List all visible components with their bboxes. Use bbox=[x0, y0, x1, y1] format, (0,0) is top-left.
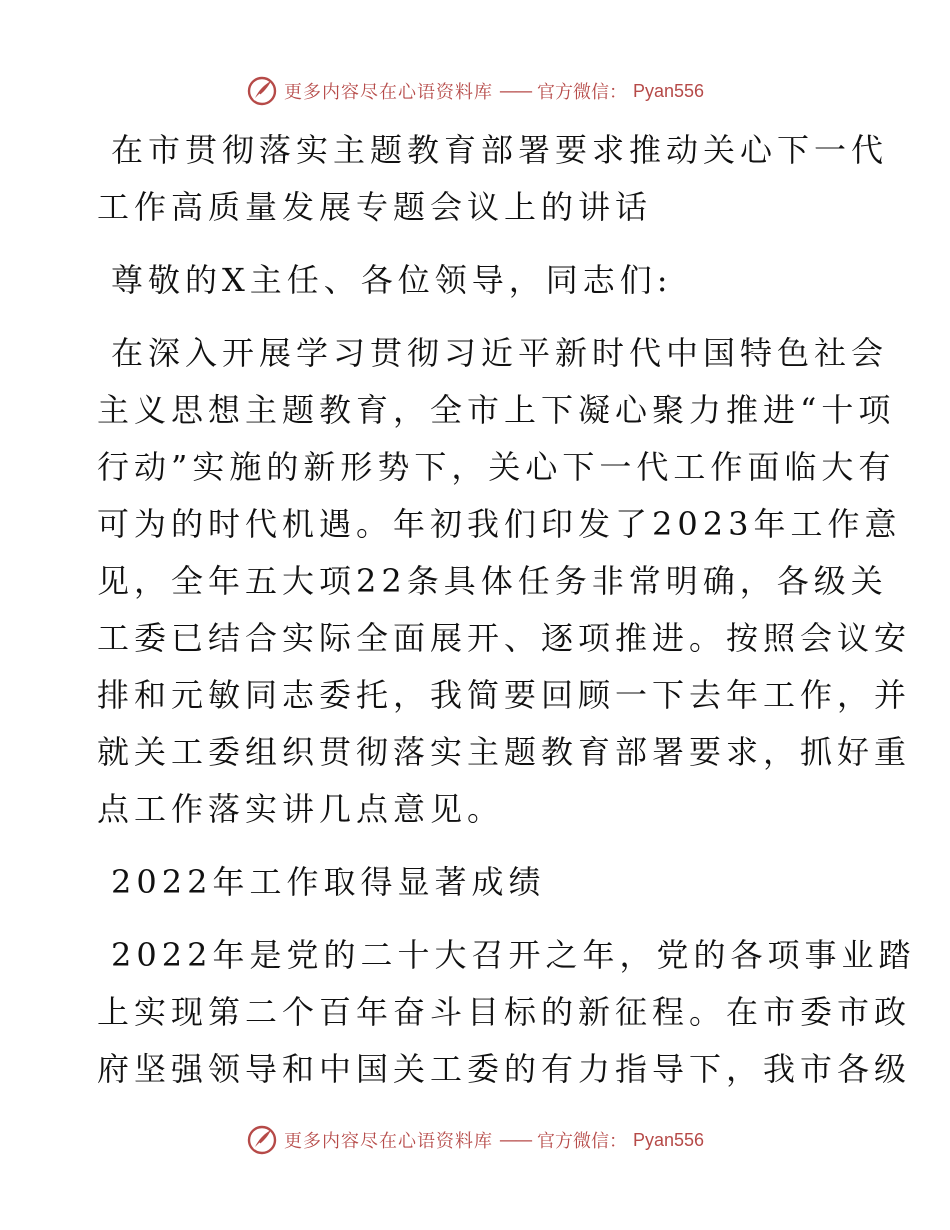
banner-separator: —— bbox=[498, 1129, 531, 1151]
paragraph-line: 排和元敏同志委托，我简要回顾一下去年工作，并 bbox=[97, 676, 912, 714]
wechat-label: 官方微信： bbox=[536, 82, 627, 103]
section-heading bbox=[97, 854, 853, 911]
paragraph-intro bbox=[97, 325, 912, 838]
title-line: 工作高质量发展专题会议上的讲话 bbox=[97, 188, 653, 226]
wechat-account: Pyan556 bbox=[632, 1129, 705, 1150]
paragraph-line: 2022年是党的二十大召开之年，党的各项事业踏 bbox=[111, 936, 916, 974]
paragraph-line: 主义思想主题教育，全市上下凝心聚力推进“十项 bbox=[97, 391, 896, 429]
paragraph-line: 府坚强领导和中国关工委的有力指导下，我市各级 bbox=[97, 1050, 912, 1088]
footer-watermark bbox=[0, 1123, 950, 1157]
paragraph-line: 行动”实施的新形势下，关心下一代工作面临大有 bbox=[97, 448, 896, 486]
paragraph-line: 可为的时代机遇。年初我们印发了2023年工作意 bbox=[97, 505, 902, 543]
banner-separator: —— bbox=[498, 80, 531, 102]
salutation bbox=[97, 252, 853, 309]
paragraph-line: 点工作落实讲几点意见。 bbox=[97, 790, 505, 828]
salutation-line: 尊敬的X主任、各位领导，同志们: bbox=[111, 261, 673, 299]
wechat-account: Pyan556 bbox=[632, 80, 705, 101]
section-heading-line: 2022年工作取得显著成绩 bbox=[111, 863, 546, 901]
document-title bbox=[97, 122, 889, 236]
paragraph-line: 见，全年五大项22条具体任务非常明确，各级关 bbox=[97, 562, 888, 600]
paragraph-line: 在深入开展学习贯彻习近平新时代中国特色社会 bbox=[111, 334, 889, 372]
quill-circle-logo-icon bbox=[246, 1124, 278, 1156]
paragraph-line: 就关工委组织贯彻落实主题教育部署要求，抓好重 bbox=[97, 733, 912, 771]
brand-text: 更多内容尽在心语资料库 bbox=[283, 82, 493, 103]
header-watermark bbox=[0, 74, 950, 108]
title-line: 在市贯彻落实主题教育部署要求推动关心下一代 bbox=[111, 131, 889, 169]
brand-text: 更多内容尽在心语资料库 bbox=[283, 1131, 493, 1152]
paragraph-line: 工委已结合实际全面展开、逐项推进。按照会议安 bbox=[97, 619, 912, 657]
paragraph-review bbox=[97, 927, 916, 1098]
document-body bbox=[97, 122, 916, 1098]
paragraph-line: 上实现第二个百年奋斗目标的新征程。在市委市政 bbox=[97, 993, 912, 1031]
wechat-label: 官方微信： bbox=[536, 1131, 627, 1152]
quill-circle-logo-icon bbox=[246, 75, 278, 107]
